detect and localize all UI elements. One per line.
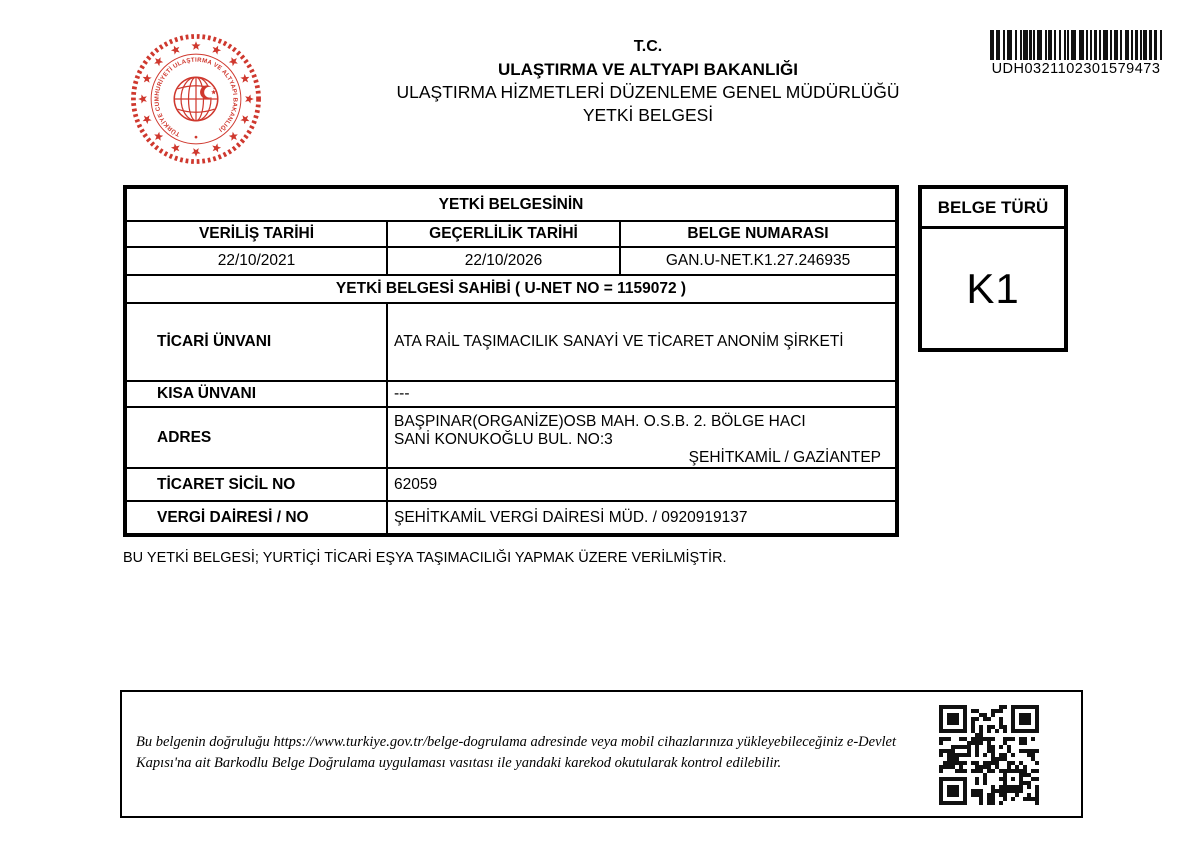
verification-box	[120, 690, 1083, 818]
short-name-value: ---	[387, 381, 897, 407]
column-header-document-number: BELGE NUMARASI	[620, 221, 897, 247]
barcode	[988, 30, 1164, 77]
tax-office-label: VERGİ DAİRESİ / NO	[125, 501, 387, 535]
verification-text	[136, 732, 908, 774]
seal-dot	[195, 136, 198, 139]
verification-line1: Bu belgenin doğruluğu https://www.turkiye.gov.tr/belge-dogrulama adresinde veya mobil cihazlarınıza yükleyebileceğiniz e-Devlet	[136, 734, 897, 750]
issue-date-value: 22/10/2021	[125, 247, 387, 275]
column-header-issue-date: VERİLİŞ TARİHİ	[125, 221, 387, 247]
verification-line2: Kapısı'na ait Barkodlu Belge Doğrulama uygulaması vasıtası ile yandaki karekod okutularak kontrol edilebilir.	[136, 755, 782, 771]
address-line1: BAŞPINAR(ORGANİZE)OSB MAH. O.S.B. 2. BÖLGE HACI	[394, 413, 806, 430]
qr-code	[939, 705, 1039, 805]
seal-circular-text: TÜRKİYE CUMHURİYETİ ULAŞTIRMA VE ALTYAPI BAKANLIĞI	[153, 56, 239, 138]
ministry-seal-icon	[128, 30, 264, 168]
trade-name-value: ATA RAİL TAŞIMACILIK SANAYİ VE TİCARET ANONİM ŞİRKETİ	[387, 303, 897, 381]
address-value	[387, 407, 897, 468]
document-type-label: BELGE TÜRÜ	[922, 189, 1064, 229]
barcode-text: UDH0321102301579473	[991, 61, 1161, 77]
barcode-image	[990, 30, 1162, 60]
header-tc: T.C.	[633, 38, 663, 55]
certificate-statement: BU YETKİ BELGESİ; YURTİÇİ TİCARİ EŞYA TAŞIMACILIĞI YAPMAK ÜZERE VERİLMİŞTİR.	[123, 550, 727, 566]
tax-office-value: ŞEHİTKAMİL VERGİ DAİRESİ MÜD. / 0920919137	[387, 501, 897, 535]
trade-registry-value: 62059	[387, 468, 897, 501]
trade-registry-label: TİCARET SİCİL NO	[125, 468, 387, 501]
header-ministry: ULAŞTIRMA VE ALTYAPI BAKANLIĞI	[497, 60, 799, 79]
owner-section-title: YETKİ BELGESİ SAHİBİ ( U-NET NO = 1159072 )	[125, 275, 897, 303]
trade-name-label: TİCARİ ÜNVANI	[125, 303, 387, 381]
validity-date-value: 22/10/2026	[387, 247, 620, 275]
table-section-title: YETKİ BELGESİNİN	[125, 187, 897, 221]
document-type-value: K1	[966, 264, 1020, 312]
column-header-validity-date: GEÇERLİLİK TARİHİ	[387, 221, 620, 247]
seal-globe-icon	[174, 77, 218, 121]
certificate-table	[123, 185, 899, 537]
document-number-value: GAN.U-NET.K1.27.246935	[620, 247, 897, 275]
address-city: ŞEHİTKAMİL / GAZİANTEP	[688, 449, 881, 466]
document-header	[258, 36, 1038, 127]
short-name-label: KISA ÜNVANI	[125, 381, 387, 407]
header-doc-type: YETKİ BELGESİ	[582, 105, 714, 125]
address-label: ADRES	[125, 407, 387, 468]
address-line2: SANİ KONUKOĞLU BUL. NO:3	[394, 431, 613, 448]
document-type-box	[918, 185, 1068, 352]
header-directorate: ULAŞTIRMA HİZMETLERİ DÜZENLEME GENEL MÜDÜRLÜĞÜ	[396, 82, 900, 102]
